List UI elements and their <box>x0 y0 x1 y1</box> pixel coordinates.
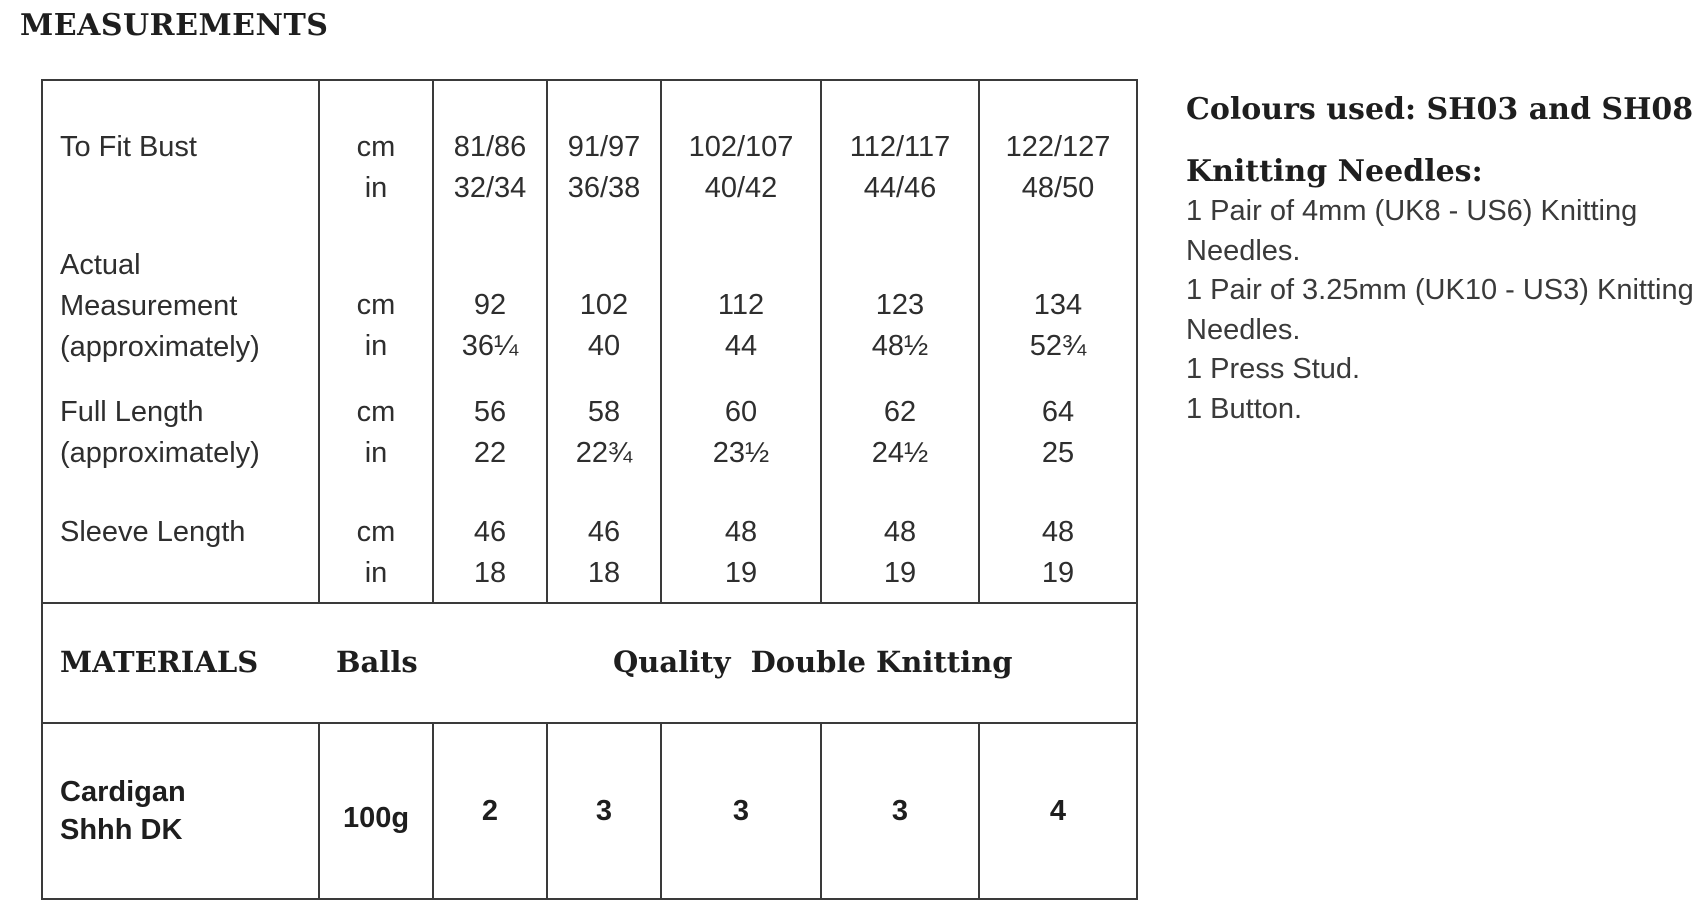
size-cell <box>547 80 661 245</box>
needles-line: 1 Pair of 3.25mm (UK10 - US3) Knitting <box>1186 274 1694 306</box>
value-cm: 64 <box>1041 396 1075 428</box>
actual-label-line: Actual <box>60 249 141 281</box>
actual-label-line: (approximately) <box>60 331 260 363</box>
unit-in: in <box>364 557 388 589</box>
balls-count: 3 <box>595 795 613 827</box>
value-in: 40/42 <box>704 172 778 204</box>
value-cm: 134 <box>1033 289 1083 321</box>
balls-cell <box>433 723 547 899</box>
materials-heading-cell <box>42 603 319 723</box>
size-cell <box>821 245 979 368</box>
balls-cell <box>661 723 821 899</box>
value-in: 52¾ <box>1029 330 1087 362</box>
unit-cell <box>319 488 433 603</box>
value-cm: 56 <box>473 396 507 428</box>
needles-line: Needles. <box>1186 313 1301 346</box>
row-sleeve-length <box>42 488 1137 603</box>
to-fit-bust-label: To Fit Bust <box>60 131 197 163</box>
value-in: 22¾ <box>575 437 633 469</box>
press-stud-line: 1 Press Stud. <box>1186 353 1361 385</box>
row-label <box>42 488 319 603</box>
full-length-label-line: Full Length <box>60 396 204 428</box>
ball-weight-cell <box>319 723 433 899</box>
size-cell <box>433 245 547 368</box>
value-in: 25 <box>1041 437 1075 469</box>
size-cell <box>979 488 1137 603</box>
value-cm: 123 <box>875 289 925 321</box>
value-in: 19 <box>1041 557 1075 589</box>
yarn-label-line: Cardigan <box>60 776 186 808</box>
unit-cell <box>319 245 433 368</box>
unit-cm: cm <box>356 516 396 548</box>
ball-weight: 100g <box>342 802 410 834</box>
yarn-label-cell <box>42 723 319 899</box>
value-cm: 102/107 <box>688 131 794 163</box>
unit-in: in <box>364 437 388 469</box>
value-cm: 91/97 <box>567 131 641 163</box>
value-in: 22 <box>473 437 507 469</box>
balls-heading-cell <box>319 603 547 723</box>
unit-in: in <box>364 172 388 204</box>
value-cm: 48 <box>883 516 917 548</box>
value-in: 18 <box>473 557 507 589</box>
row-label <box>42 245 319 368</box>
value-cm: 46 <box>473 516 507 548</box>
size-cell <box>547 368 661 488</box>
button-line: 1 Button. <box>1186 392 1303 425</box>
balls-cell <box>979 723 1137 899</box>
value-cm: 48 <box>1041 516 1075 548</box>
size-cell <box>433 80 547 245</box>
balls-count: 3 <box>891 795 909 827</box>
row-label <box>42 368 319 488</box>
size-cell <box>979 245 1137 368</box>
quality-heading: Quality Double Knitting <box>613 645 1013 679</box>
value-cm: 60 <box>724 396 758 428</box>
value-cm: 81/86 <box>453 131 527 163</box>
size-cell <box>661 488 821 603</box>
sleeve-length-label: Sleeve Length <box>60 516 246 548</box>
unit-cell <box>319 80 433 245</box>
value-in: 44/46 <box>863 172 937 204</box>
value-cm: 112/117 <box>849 131 951 163</box>
value-cm: 112 <box>717 289 765 321</box>
value-in: 48½ <box>871 330 929 362</box>
size-cell <box>821 80 979 245</box>
balls-count: 3 <box>732 795 750 827</box>
value-in: 36/38 <box>567 172 641 204</box>
balls-heading: Balls <box>336 645 418 679</box>
value-in: 36¼ <box>461 330 519 362</box>
balls-cell <box>821 723 979 899</box>
balls-count: 4 <box>1049 795 1067 827</box>
unit-cm: cm <box>356 289 396 321</box>
value-in: 44 <box>724 330 758 362</box>
row-to-fit-bust <box>42 80 1137 245</box>
row-yarn <box>42 723 1137 899</box>
size-cell <box>433 488 547 603</box>
size-cell <box>661 245 821 368</box>
row-label <box>42 80 319 245</box>
size-cell <box>547 245 661 368</box>
value-in: 18 <box>587 557 621 589</box>
value-in: 48/50 <box>1021 172 1095 204</box>
row-actual-measurement <box>42 245 1137 368</box>
measurements-table <box>41 79 1138 900</box>
page-title: MEASUREMENTS <box>20 8 329 43</box>
size-cell <box>433 368 547 488</box>
row-materials-header <box>42 603 1137 723</box>
value-cm: 62 <box>883 396 917 428</box>
value-cm: 48 <box>724 516 758 548</box>
value-cm: 58 <box>587 396 621 428</box>
actual-label-line: Measurement <box>60 290 238 322</box>
value-cm: 122/127 <box>1005 131 1111 163</box>
yarn-label-line: Shhh DK <box>60 814 183 846</box>
needles-line: Needles. <box>1186 234 1301 267</box>
size-cell <box>661 80 821 245</box>
value-cm: 46 <box>587 516 621 548</box>
value-in: 19 <box>883 557 917 589</box>
size-cell <box>821 488 979 603</box>
side-notes <box>1186 90 1696 429</box>
value-in: 40 <box>587 330 621 362</box>
value-in: 24½ <box>871 437 929 469</box>
size-cell <box>547 488 661 603</box>
unit-cm: cm <box>356 131 396 163</box>
quality-heading-cell <box>547 603 1137 723</box>
size-cell <box>979 80 1137 245</box>
unit-in: in <box>364 330 388 362</box>
value-cm: 102 <box>579 289 629 321</box>
value-in: 19 <box>724 557 758 589</box>
full-length-label-line: (approximately) <box>60 437 260 469</box>
needles-line: 1 Pair of 4mm (UK8 - US6) Knitting <box>1186 195 1638 227</box>
size-cell <box>661 368 821 488</box>
needles-heading: Knitting Needles: <box>1186 154 1483 189</box>
colours-used: Colours used: SH03 and SH08 <box>1186 92 1694 127</box>
balls-count: 2 <box>481 795 499 827</box>
size-cell <box>821 368 979 488</box>
unit-cell <box>319 368 433 488</box>
size-cell <box>979 368 1137 488</box>
value-in: 32/34 <box>453 172 527 204</box>
value-in: 23½ <box>712 437 770 469</box>
materials-heading: MATERIALS <box>60 645 259 679</box>
unit-cm: cm <box>356 396 396 428</box>
row-full-length <box>42 368 1137 488</box>
value-cm: 92 <box>473 289 507 321</box>
balls-cell <box>547 723 661 899</box>
